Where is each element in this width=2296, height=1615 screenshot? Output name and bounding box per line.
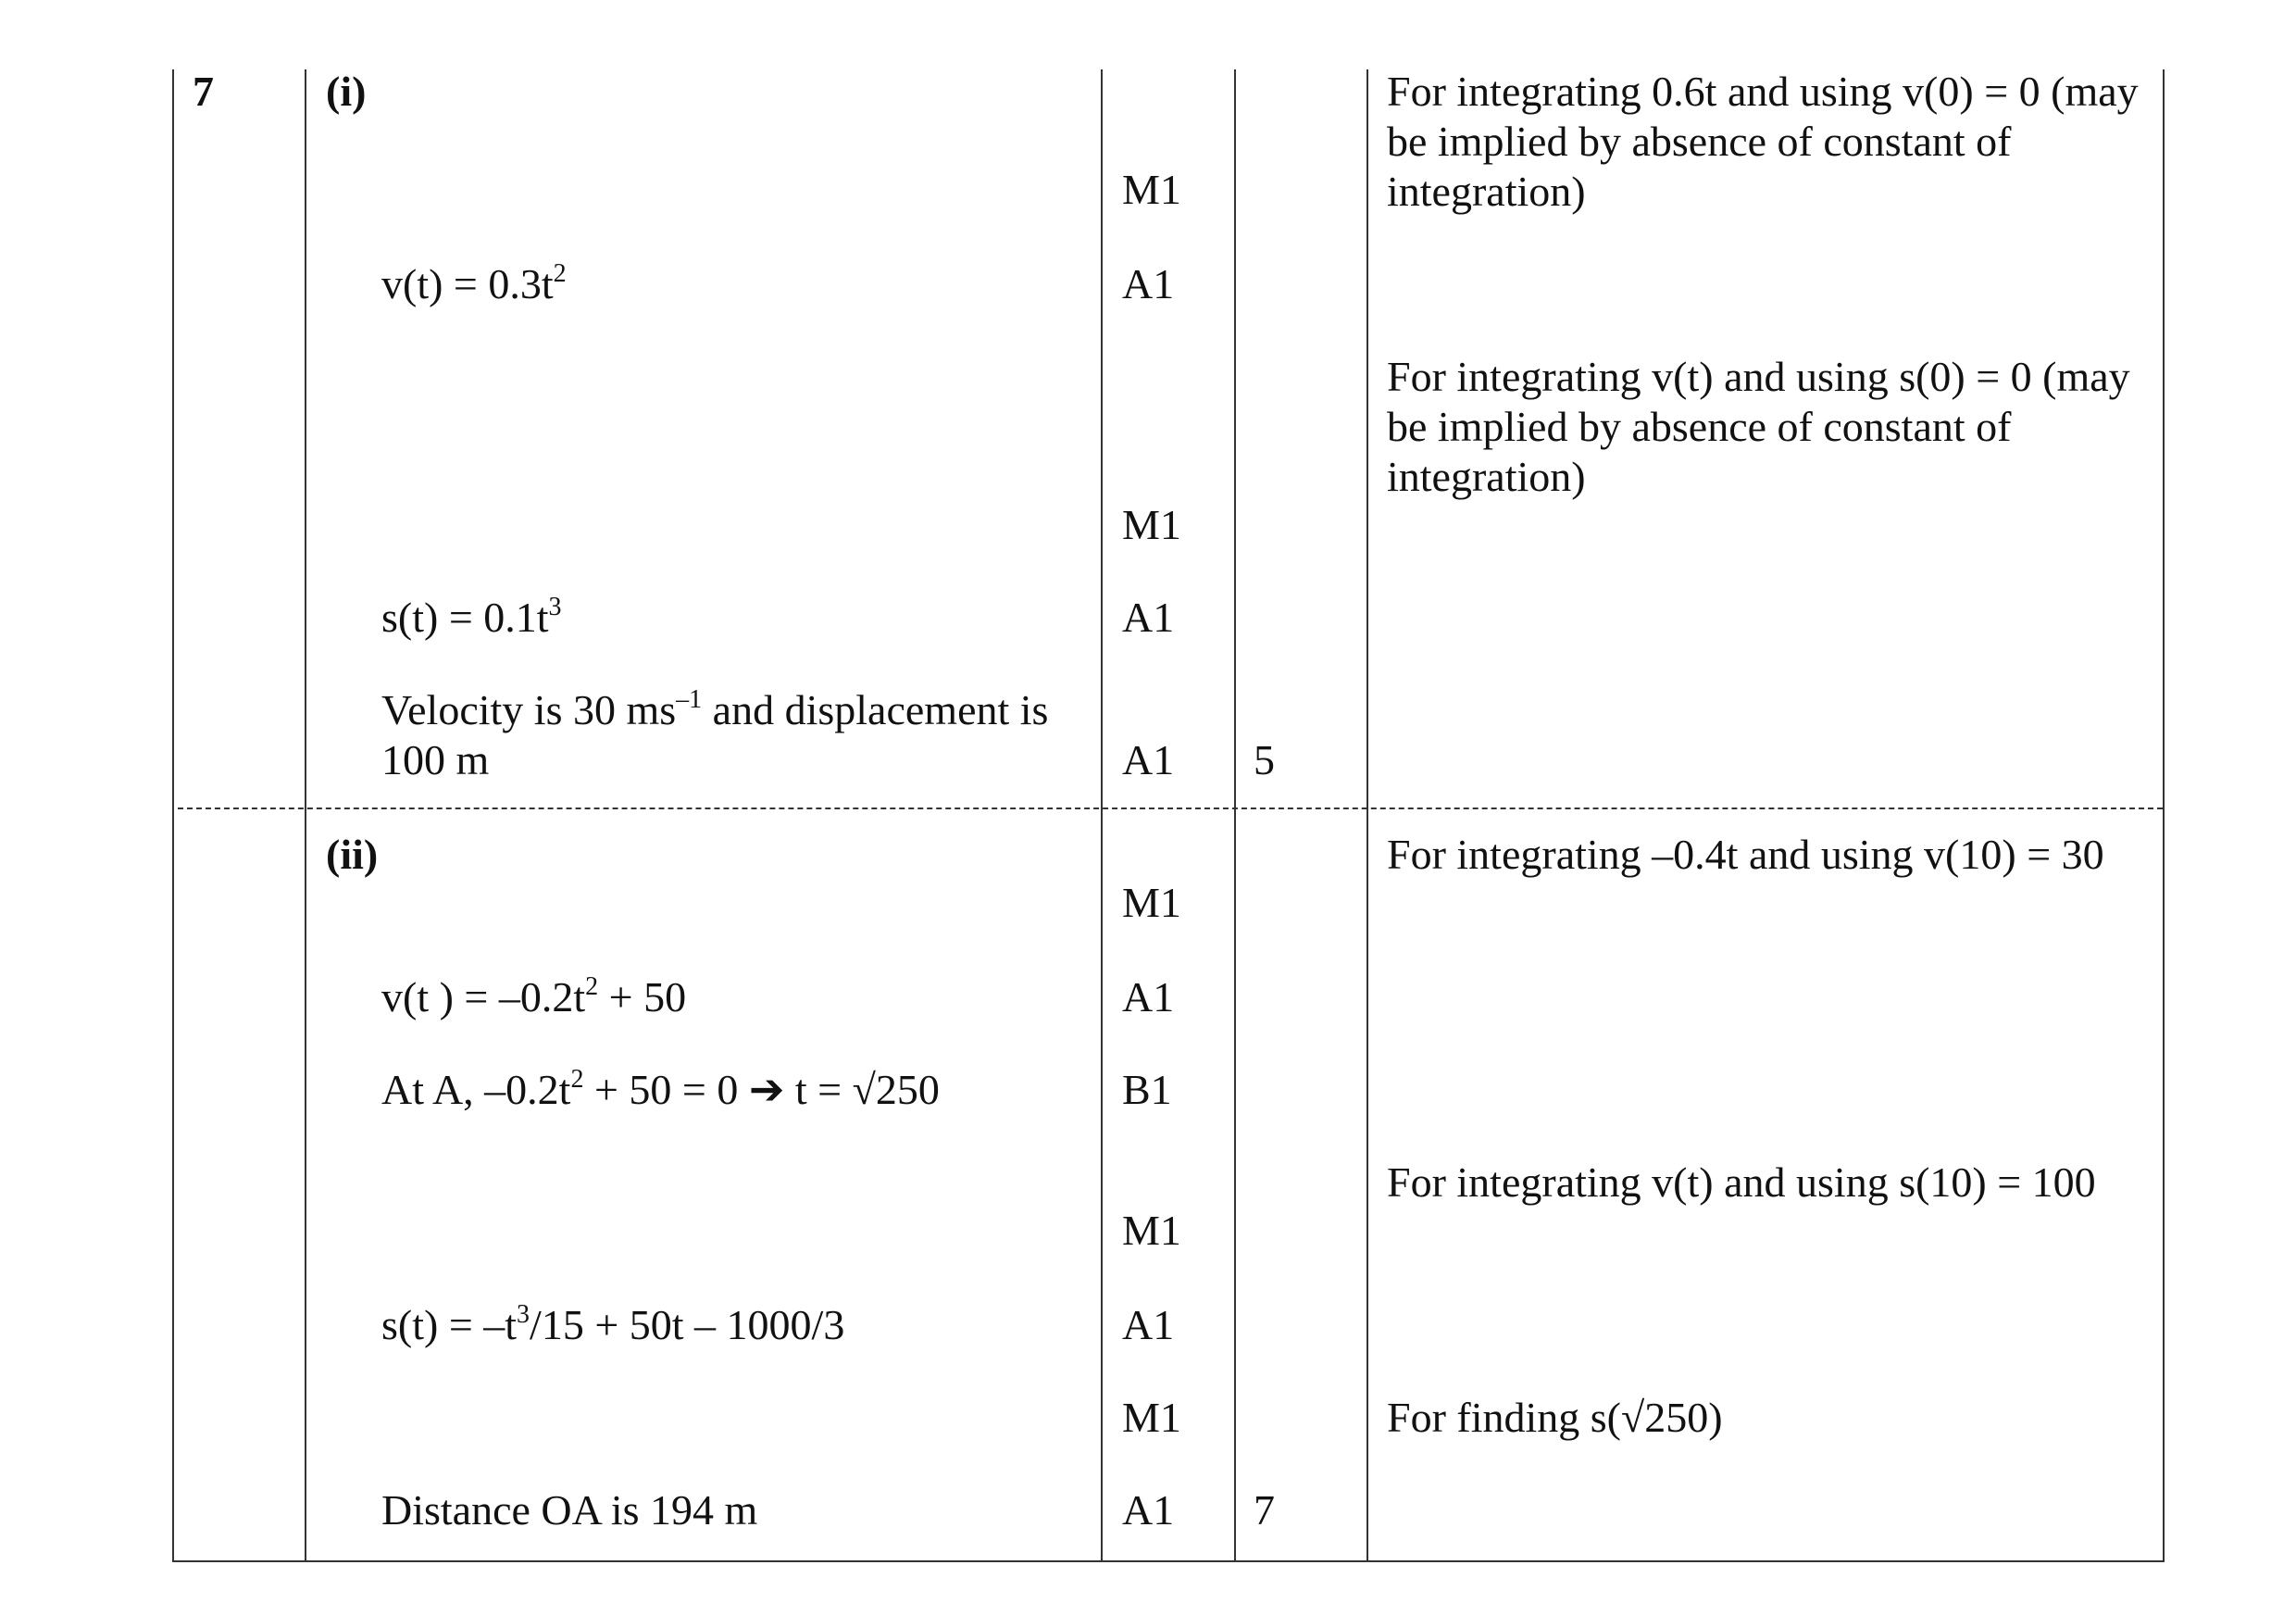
- working-i-conclusion-line1: Velocity is 30 $ms^{-1}$ and displacement is: [381, 685, 1049, 733]
- working-ii-distance: Distance OA is 194 m: [381, 1486, 758, 1534]
- working-i-conclusion-line2: 100 m: [381, 736, 490, 783]
- comment-ii-find-s: For finding s(√250): [1387, 1394, 1723, 1441]
- mark-ii-1: M1: [1122, 879, 1181, 926]
- column-divider-part: [305, 69, 306, 1560]
- column-divider-total: [1366, 69, 1368, 1560]
- question-number: 7: [193, 68, 214, 115]
- column-divider-mark: [1234, 69, 1236, 1560]
- working-i-velocity: $v(t) = 0.3t^2$: [381, 259, 567, 307]
- mark-ii-6: M1: [1122, 1394, 1181, 1441]
- column-divider-working: [1101, 69, 1103, 1560]
- working-ii-time-at-A: At A, $-0.2t^2 + 50 = 0$ ➔ t = √250: [381, 1065, 940, 1113]
- total-i: 5: [1254, 736, 1275, 783]
- working-ii-displacement: $s(t) = -t^3/15 + 50t - 1000/3$: [381, 1300, 845, 1348]
- mark-i-5: A1: [1122, 736, 1175, 783]
- mark-i-3: M1: [1122, 501, 1181, 548]
- mark-ii-2: A1: [1122, 973, 1175, 1020]
- total-ii: 7: [1254, 1486, 1275, 1534]
- mark-ii-4: M1: [1122, 1207, 1181, 1254]
- comment-ii-integrate-velocity: For integrating v(t) and using s(10) = 100: [1387, 1158, 2096, 1206]
- table-right-border: [2163, 69, 2165, 1560]
- mark-ii-5: A1: [1122, 1301, 1175, 1348]
- comment-i-integrate-velocity: For integrating v(t) and using s(0) = 0 (may be implied by absence of constant of integration): [1387, 353, 2130, 500]
- mark-i-2: A1: [1122, 260, 1175, 307]
- part-separator-dashed: [178, 808, 2163, 809]
- working-i-displacement: $s(t) = 0.1t^3$: [381, 593, 562, 641]
- table-bottom-border: [172, 1560, 2165, 1562]
- mark-ii-3: B1: [1122, 1066, 1172, 1113]
- mark-i-4: A1: [1122, 594, 1175, 641]
- part-label-ii: (ii): [326, 831, 379, 878]
- table-left-border: [172, 69, 174, 1560]
- part-label-i: (i): [326, 68, 367, 115]
- working-ii-velocity: v(t ) = $-0.2t^2 + 50$: [381, 972, 687, 1020]
- mark-i-1: M1: [1122, 166, 1181, 213]
- comment-ii-integrate-acceleration: For integrating –0.4t and using v(10) = 30: [1387, 831, 2104, 878]
- comment-i-integrate-acceleration: For integrating 0.6t and using v(0) = 0 (may be implied by absence of constant of integration): [1387, 68, 2139, 215]
- mark-ii-7: A1: [1122, 1486, 1175, 1534]
